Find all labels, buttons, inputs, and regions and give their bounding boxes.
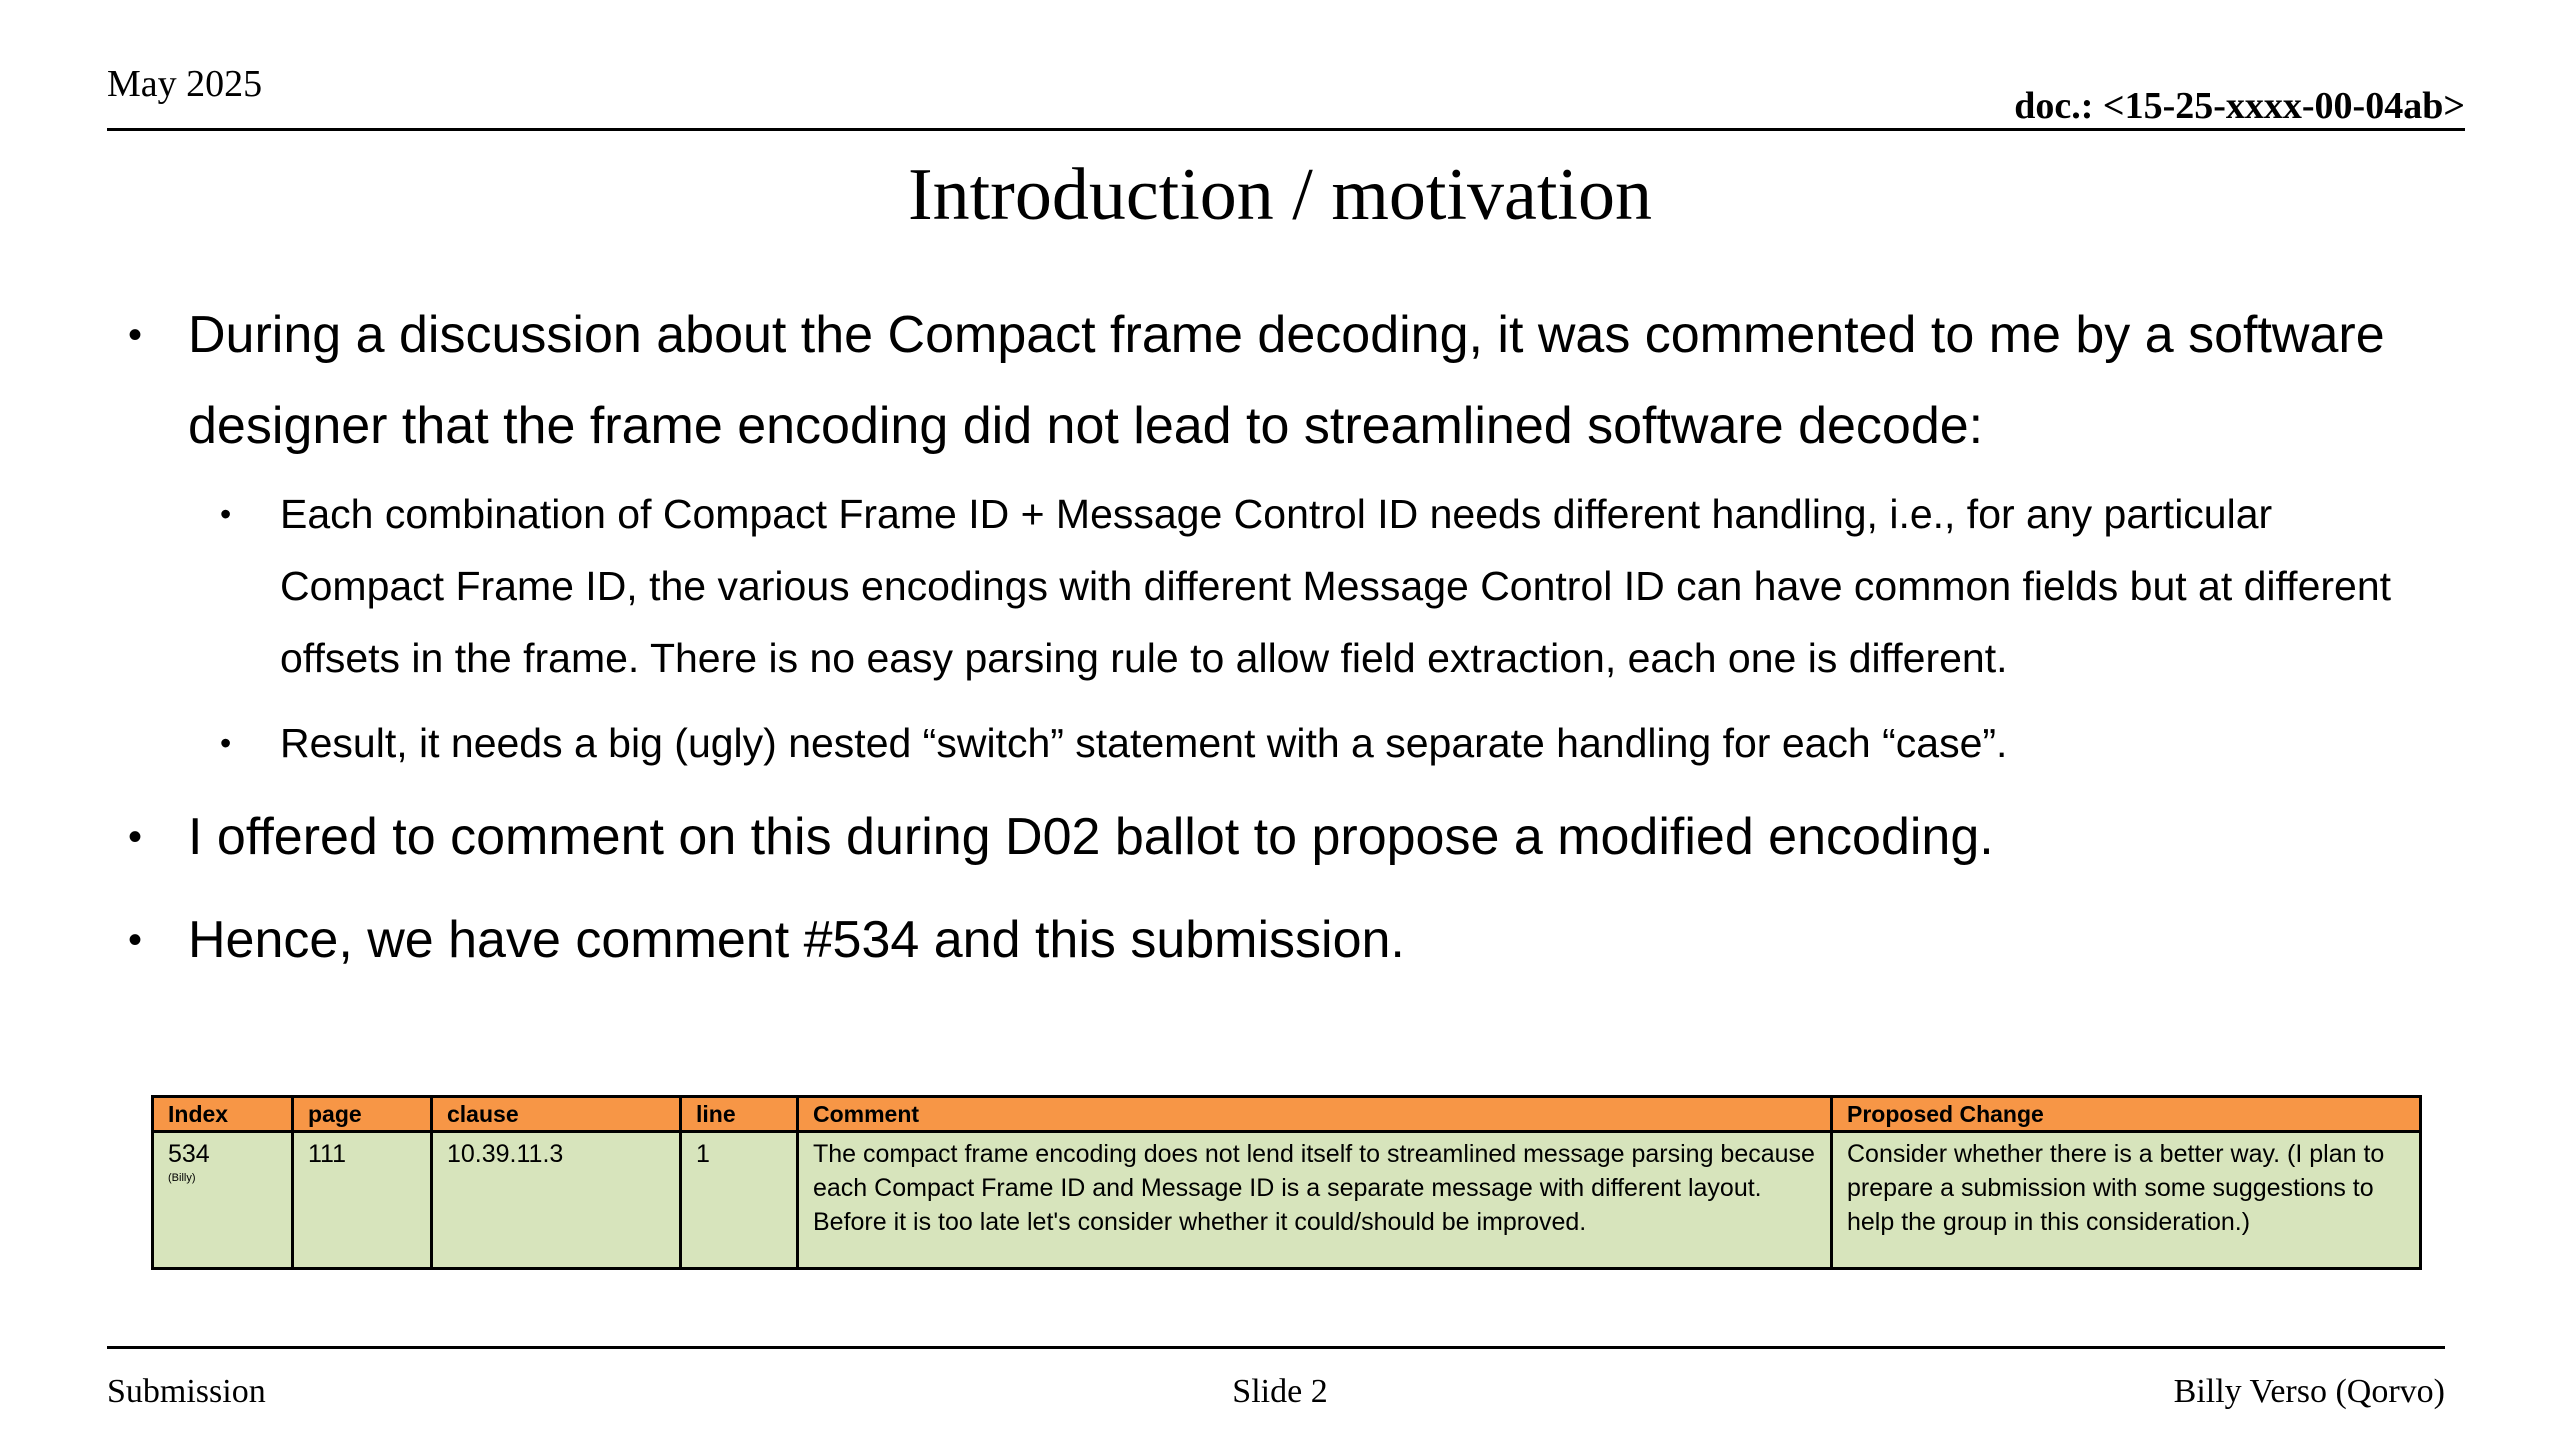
sub-bullet-item	[220, 707, 2430, 779]
table-header-row	[153, 1097, 2421, 1132]
bullet-glyph: •	[220, 725, 232, 761]
cell-comment: The compact frame encoding does not lend itself to streamlined message parsing because each Compact Frame ID and Message ID is a separate message with different layout. Before it is too late let's consider whether it could/should be improved.	[798, 1132, 1832, 1269]
bullet-glyph: •	[128, 313, 143, 357]
bullet-glyph: •	[128, 815, 143, 859]
header-doc-id: doc.: <15-25-xxxx-00-04ab>	[2014, 85, 2465, 127]
column-header-comment: Comment	[798, 1097, 1832, 1132]
footer-slide-number: Slide 2	[1232, 1373, 1328, 1410]
index-author-tag: (Billy)	[168, 1172, 196, 1184]
bullet-glyph: •	[128, 918, 143, 962]
slide-title: Introduction / motivation	[907, 154, 1652, 236]
column-header-line: line	[681, 1097, 798, 1132]
bullet-text: Hence, we have comment #534 and this submission.	[188, 911, 1405, 969]
footer-submission: Submission	[107, 1373, 266, 1410]
header-divider	[107, 128, 2465, 131]
index-value: 534	[168, 1140, 210, 1168]
table-row	[153, 1132, 2421, 1269]
column-header-page: page	[293, 1097, 432, 1132]
sub-bullet-text: Each combination of Compact Frame ID + Message Control ID needs different handling, i.e., for any particular Compact Frame ID, the various encodings with different Message Control ID can have common fields but at different offsets in the frame. There is no easy parsing rule to allow field extraction, each one is different.	[280, 491, 2392, 681]
bullet-item	[128, 290, 2388, 472]
bullet-item	[128, 895, 2388, 986]
cell-clause: 10.39.11.3	[432, 1132, 681, 1269]
comment-table	[151, 1095, 2422, 1270]
cell-index	[153, 1132, 293, 1269]
header-date: May 2025	[107, 63, 263, 105]
column-header-proposed-change: Proposed Change	[1832, 1097, 2421, 1132]
footer-author: Billy Verso (Qorvo)	[2173, 1373, 2445, 1410]
cell-proposed-change: Consider whether there is a better way. (I plan to prepare a submission with some suggestions to help the group in this consideration.)	[1832, 1132, 2421, 1269]
bullet-text: During a discussion about the Compact frame decoding, it was commented to me by a software designer that the frame encoding did not lead to streamlined software decode:	[188, 306, 2385, 455]
column-header-index: Index	[153, 1097, 293, 1132]
footer-divider	[107, 1346, 2445, 1349]
column-header-clause: clause	[432, 1097, 681, 1132]
cell-line: 1	[681, 1132, 798, 1269]
bullet-text: I offered to comment on this during D02 ballot to propose a modified encoding.	[188, 808, 1994, 866]
sub-bullet-item	[220, 478, 2430, 694]
bullet-glyph: •	[220, 496, 232, 532]
bullet-item	[128, 792, 2388, 883]
sub-bullet-text: Result, it needs a big (ugly) nested “switch” statement with a separate handling for each “case”.	[280, 720, 2008, 766]
cell-page: 111	[293, 1132, 432, 1269]
comment-table-container	[151, 1095, 2419, 1270]
